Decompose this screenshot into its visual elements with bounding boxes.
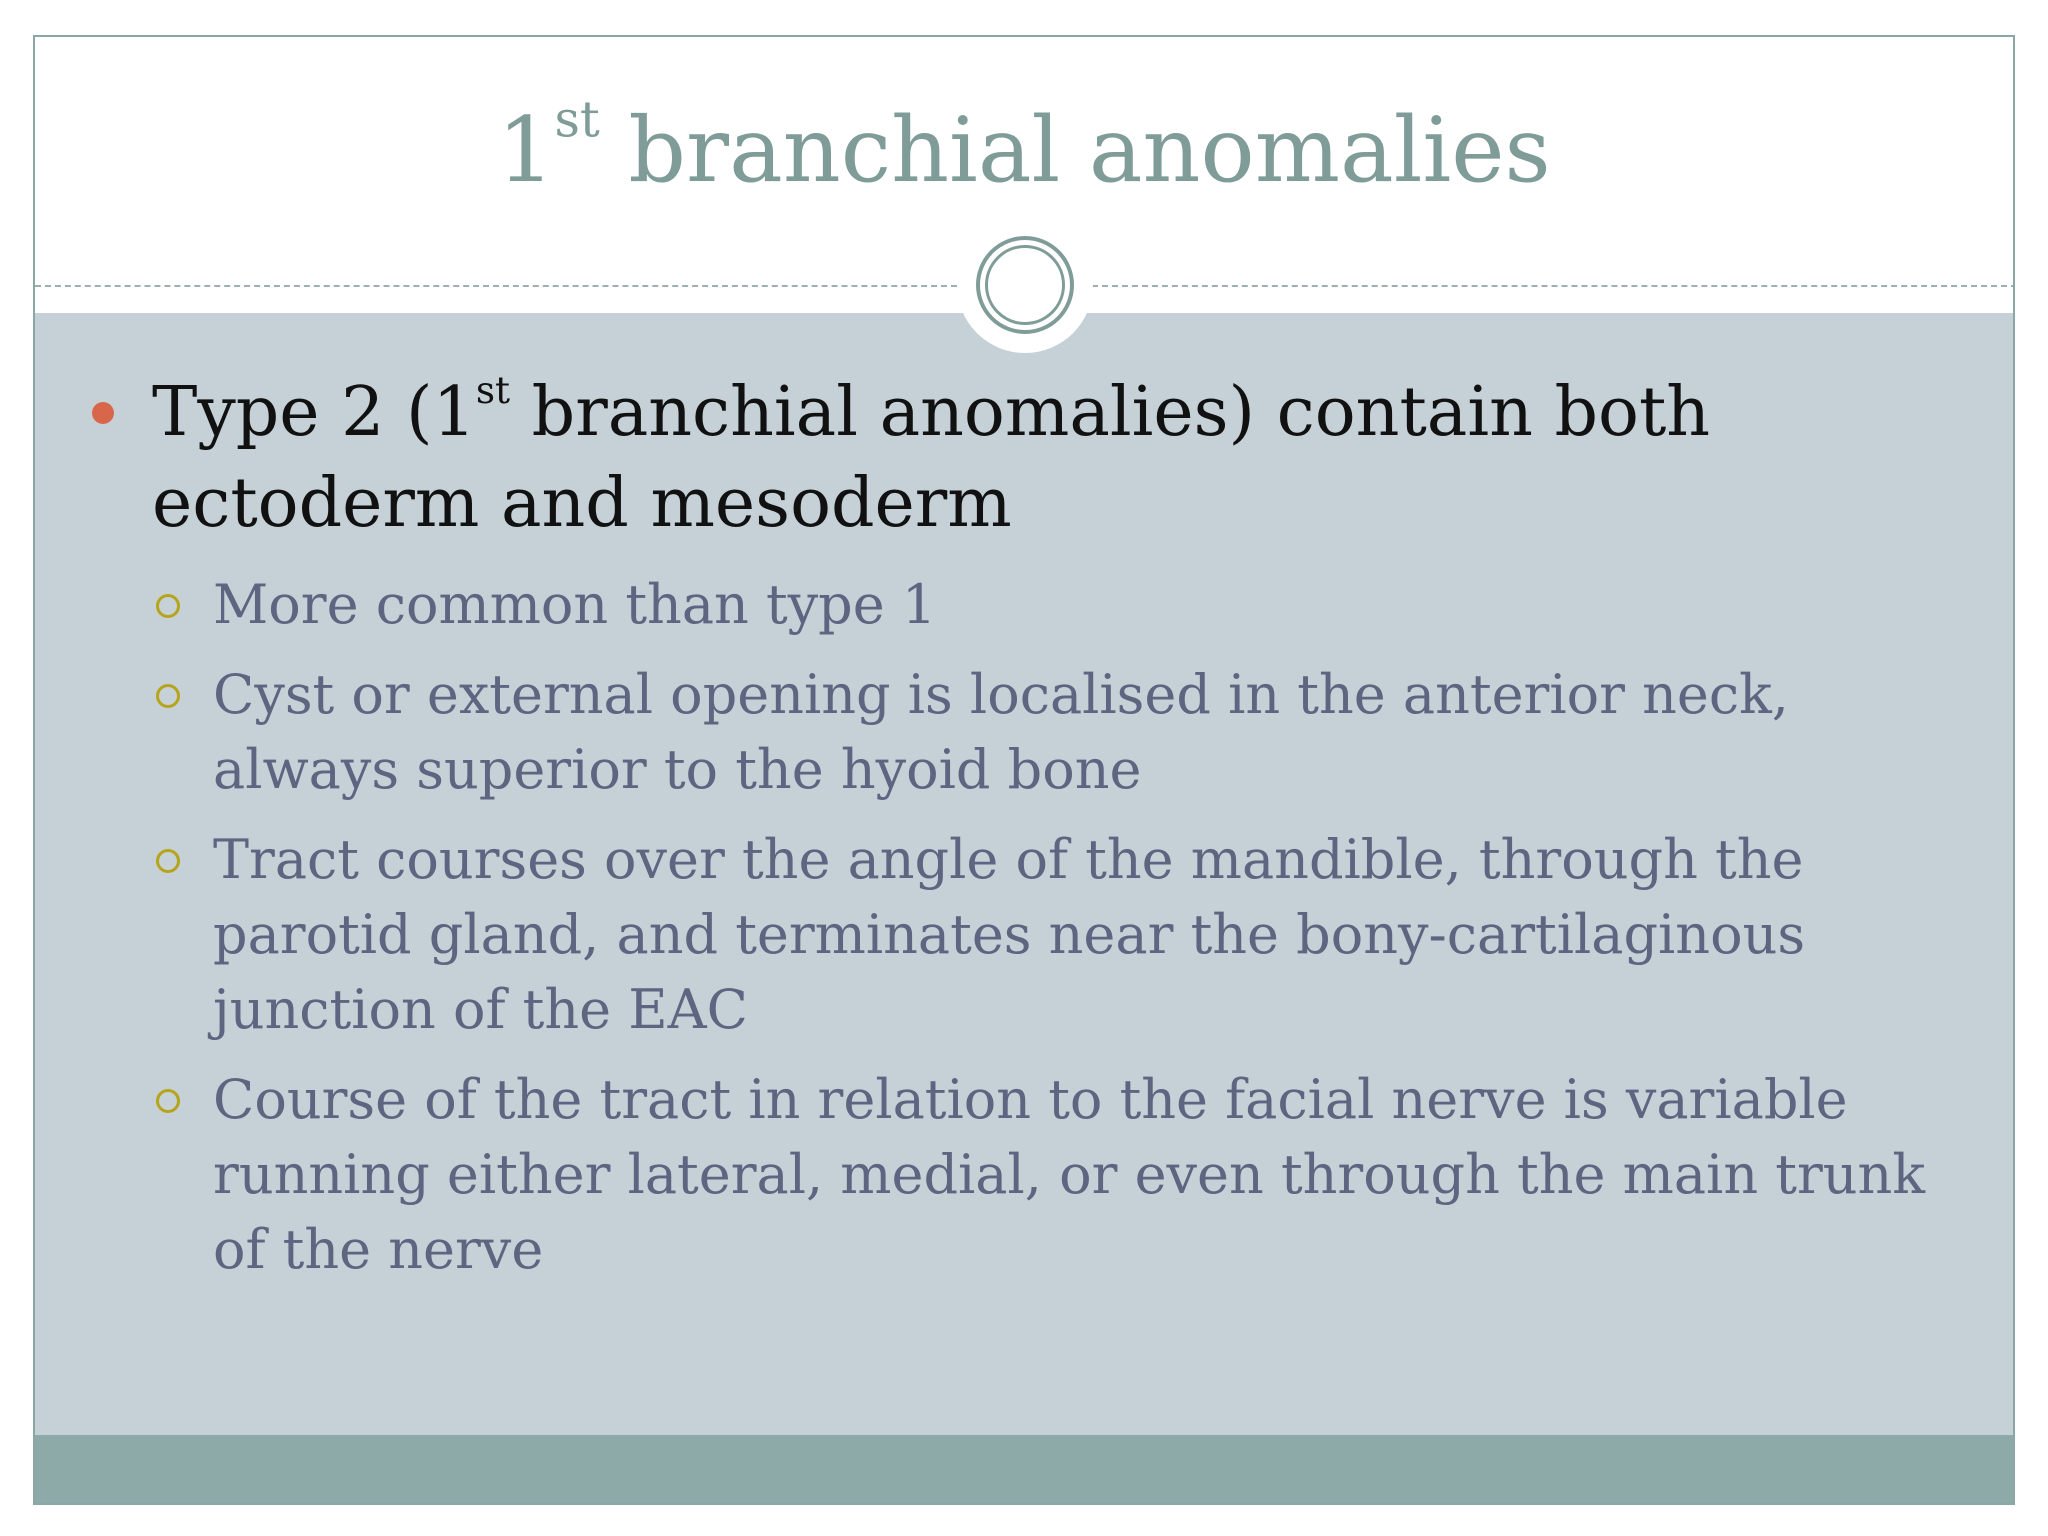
ring-bullet-icon (156, 849, 180, 873)
ring-bullet-icon (156, 594, 180, 618)
sub-bullet (35, 822, 2013, 1047)
title-superscript: st (554, 90, 600, 149)
sub-bullet-text: Course of the tract in relation to the facial nerve is variable running either lateral, medial, or even through the main trunk of the nerve (213, 1068, 1926, 1281)
title-divider-right (1092, 285, 2015, 287)
main-bullet-superscript: st (475, 368, 511, 413)
ring-bullet-icon (156, 684, 180, 708)
sub-bullet-text: Cyst or external opening is localised in the anterior neck, always superior to the hyoid bone (213, 663, 1789, 801)
main-bullet-text-end: branchial anomalies) contain both ectoderm and mesoderm (152, 373, 1711, 543)
slide-body (35, 367, 2013, 1302)
sub-bullet-text: More common than type 1 (213, 573, 937, 636)
sub-bullet-text: Tract courses over the angle of the mandible, through the parotid gland, and terminates near the bony-cartilaginous junction of the EAC (213, 828, 1806, 1041)
bullet-dot-icon (92, 402, 114, 424)
sub-bullet (35, 657, 2013, 807)
sub-bullet (35, 567, 2013, 642)
title-number: 1 (497, 98, 555, 203)
slide (33, 35, 2015, 1505)
sub-bullet (35, 1062, 2013, 1287)
slide-title (35, 90, 2013, 205)
decorative-ring-icon (976, 236, 1074, 334)
sub-bullet-list (35, 567, 2013, 1287)
ring-bullet-icon (156, 1089, 180, 1113)
main-bullet (35, 367, 2013, 549)
title-text: branchial anomalies (599, 98, 1551, 203)
title-divider-left (35, 285, 957, 287)
footer-bar (35, 1435, 2013, 1505)
main-bullet-text-start: Type 2 (1 (152, 373, 476, 452)
